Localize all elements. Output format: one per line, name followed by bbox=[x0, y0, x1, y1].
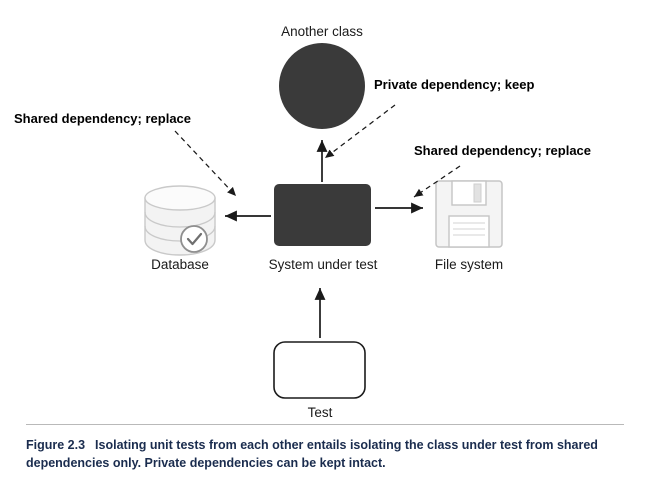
node-system-under-test bbox=[274, 184, 371, 246]
label-another-class: Another class bbox=[281, 24, 363, 39]
annotation-private-dependency: Private dependency; keep bbox=[374, 77, 535, 92]
figure-caption-text: Isolating unit tests from each other entails isolating the class under test from shared dependencies only. Private dependencies can be kept intact. bbox=[26, 438, 598, 471]
figure-number: Figure 2.3 bbox=[26, 438, 86, 452]
figure-caption bbox=[26, 436, 626, 472]
caption-divider bbox=[26, 424, 624, 425]
annotation-shared-dependency-left: Shared dependency; replace bbox=[14, 111, 192, 126]
node-database bbox=[145, 186, 215, 255]
node-another-class bbox=[279, 43, 365, 129]
label-test: Test bbox=[307, 405, 333, 420]
label-system-under-test: System under test bbox=[268, 257, 378, 272]
label-database: Database bbox=[151, 257, 209, 272]
annotation-shared-dependency-right: Shared dependency; replace bbox=[414, 143, 592, 158]
node-test bbox=[274, 342, 365, 398]
node-file-system bbox=[436, 181, 502, 247]
label-file-system: File system bbox=[434, 257, 504, 272]
